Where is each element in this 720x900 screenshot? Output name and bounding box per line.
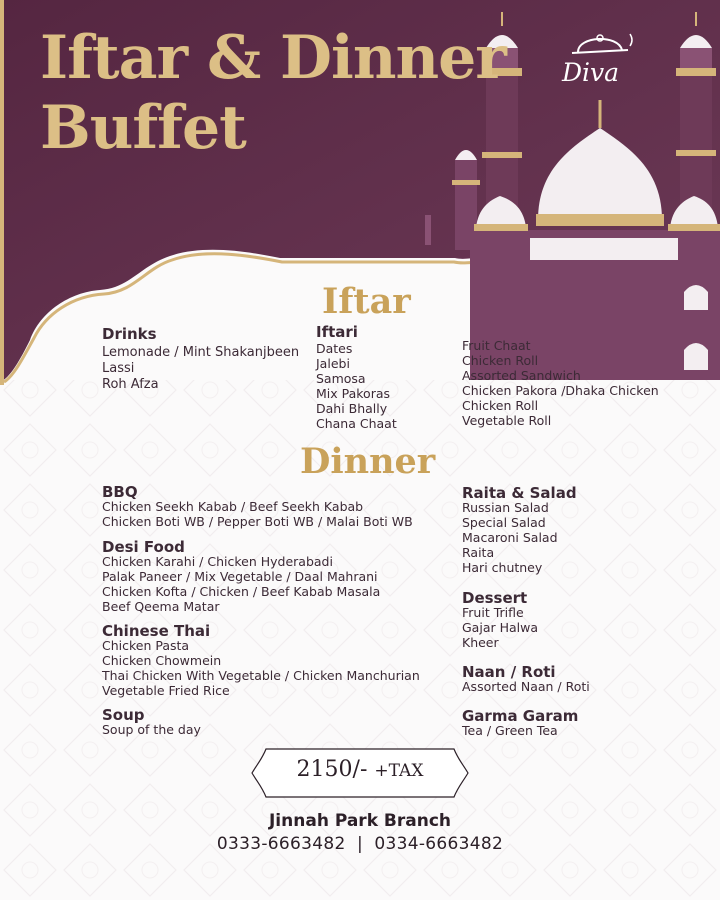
iftari-item: Samosa bbox=[316, 371, 366, 386]
bbq-item: Chicken Seekh Kabab / Beef Seekh Kabab bbox=[102, 499, 364, 514]
price-tax: +TAX bbox=[374, 761, 424, 781]
iftari-item: Chana Chaat bbox=[316, 416, 397, 431]
raita-salad-item: Russian Salad bbox=[462, 500, 549, 515]
iftari-item: Jalebi bbox=[316, 356, 350, 371]
dessert-item: Fruit Trifle bbox=[462, 605, 524, 620]
garma-garam-item: Tea / Green Tea bbox=[462, 723, 558, 738]
iftari-item: Dates bbox=[316, 341, 353, 356]
soup-item: Soup of the day bbox=[102, 722, 201, 737]
desi-food-item: Beef Qeema Matar bbox=[102, 599, 220, 614]
poster-title-line-2: Buffet bbox=[40, 93, 246, 163]
price-amount: 2150/- bbox=[296, 757, 368, 782]
drinks-heading: Drinks bbox=[102, 325, 157, 343]
chinese-thai-item: Vegetable Fried Rice bbox=[102, 683, 230, 698]
dessert-heading: Dessert bbox=[462, 589, 528, 607]
soup-heading: Soup bbox=[102, 706, 145, 724]
drinks-item: Lassi bbox=[102, 361, 135, 376]
bbq-item: Chicken Boti WB / Pepper Boti WB / Malai Boti WB bbox=[102, 514, 413, 529]
price-text bbox=[252, 757, 468, 782]
iftar-section-title: Iftar bbox=[322, 281, 411, 322]
iftari-heading: Iftari bbox=[316, 323, 358, 341]
iftar-more-item: Fruit Chaat bbox=[462, 338, 531, 353]
dessert-item: Kheer bbox=[462, 635, 499, 650]
desi-food-item: Chicken Karahi / Chicken Hyderabadi bbox=[102, 554, 333, 569]
dessert-item: Gajar Halwa bbox=[462, 620, 539, 635]
iftar-more-item: Assorted Sandwich bbox=[462, 368, 581, 383]
iftar-more-item: Chicken Pakora /Dhaka Chicken bbox=[462, 383, 659, 398]
desi-food-heading: Desi Food bbox=[102, 538, 185, 556]
raita-salad-item: Special Salad bbox=[462, 515, 546, 530]
dinner-section-title: Dinner bbox=[300, 441, 436, 482]
bbq-heading: BBQ bbox=[102, 483, 138, 501]
phone-numbers: 0333-6663482 | 0334-6663482 bbox=[216, 834, 504, 854]
chinese-thai-item: Chicken Pasta bbox=[102, 638, 190, 653]
desi-food-item: Palak Paneer / Mix Vegetable / Daal Mahrani bbox=[102, 569, 378, 584]
chinese-thai-item: Chicken Chowmein bbox=[102, 653, 222, 668]
chinese-thai-heading: Chinese Thai bbox=[102, 622, 211, 640]
iftari-item: Mix Pakoras bbox=[316, 386, 391, 401]
iftari-item: Dahi Bhally bbox=[316, 401, 388, 416]
desi-food-item: Chicken Kofta / Chicken / Beef Kabab Masala bbox=[102, 584, 381, 599]
iftar-more-item: Chicken Roll bbox=[462, 353, 539, 368]
raita-salad-item: Raita bbox=[462, 545, 495, 560]
brand-logo bbox=[556, 28, 640, 98]
naan-roti-item: Assorted Naan / Roti bbox=[462, 679, 590, 694]
drinks-item: Lemonade / Mint Shakanjbeen bbox=[102, 345, 300, 360]
drinks-item: Roh Afza bbox=[102, 377, 159, 392]
raita-salad-item: Macaroni Salad bbox=[462, 530, 558, 545]
naan-roti-heading: Naan / Roti bbox=[462, 663, 556, 681]
iftar-more-item: Vegetable Roll bbox=[462, 413, 552, 428]
raita-salad-item: Hari chutney bbox=[462, 560, 543, 575]
brand-logo-text: Diva bbox=[562, 58, 620, 87]
poster-title-line-1: Iftar & Dinner bbox=[40, 23, 506, 93]
iftar-more-item: Chicken Roll bbox=[462, 398, 539, 413]
garma-garam-heading: Garma Garam bbox=[462, 707, 579, 725]
raita-salad-heading: Raita & Salad bbox=[462, 484, 577, 502]
chinese-thai-item: Thai Chicken With Vegetable / Chicken Manchurian bbox=[102, 668, 420, 683]
branch-name: Jinnah Park Branch bbox=[268, 811, 452, 831]
price-tag bbox=[252, 745, 468, 801]
